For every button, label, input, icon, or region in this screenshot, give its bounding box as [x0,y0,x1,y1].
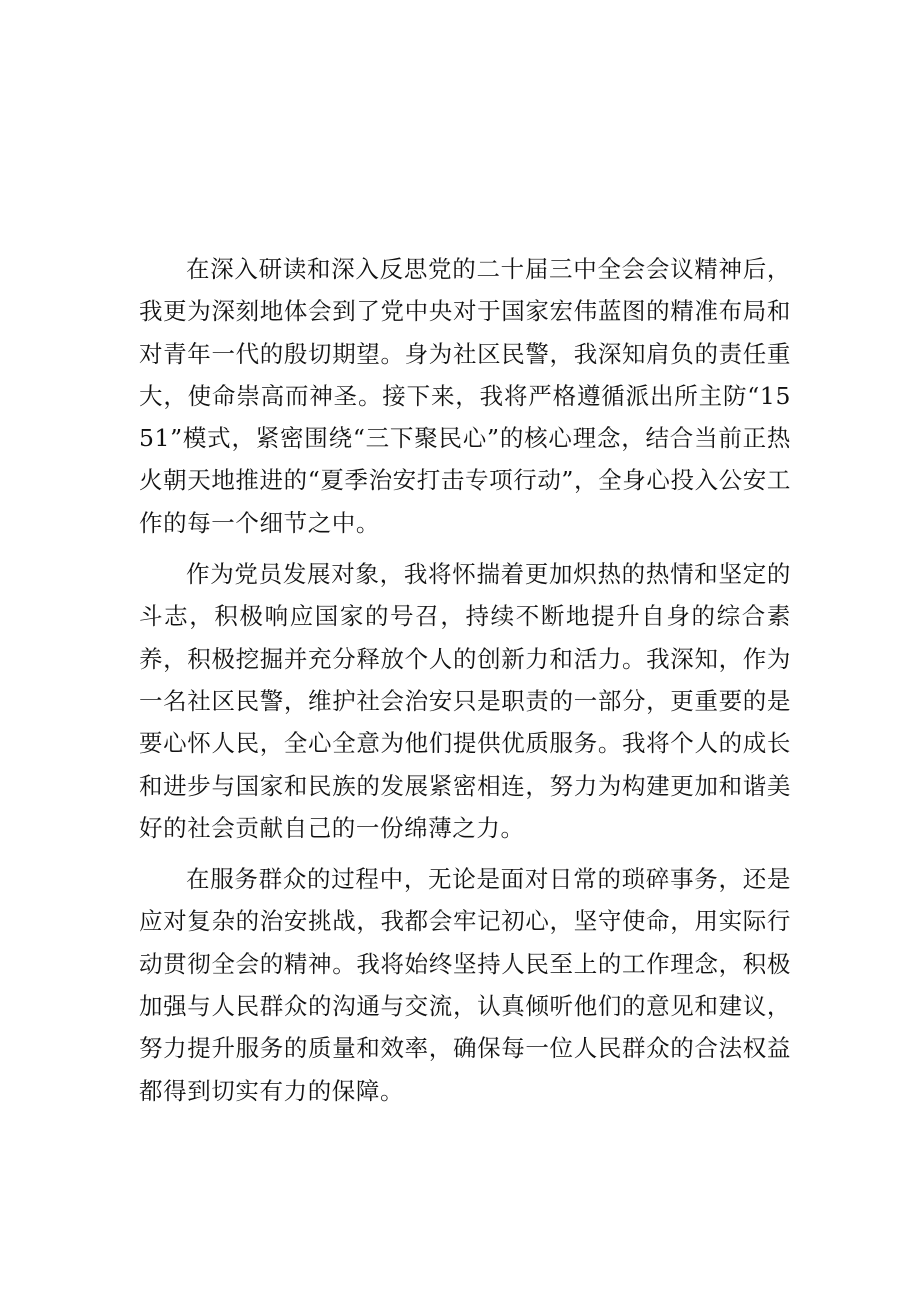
document-body [139,248,791,1121]
paragraph-3: 在服务群众的过程中，无论是面对日常的琐碎事务，还是应对复杂的治安挑战，我都会牢记初心，坚守使命，用实际行动贯彻全会的精神。我将始终坚持人民至上的工作理念，积极加强与人民群众的沟通与交流，认真倾听他们的意见和建议，努力提升服务的质量和效率，确保每一位人民群众的合法权益都得到切实有力的保障。 [139,865,791,1105]
paragraph-2: 作为党员发展对象，我将怀揣着更加炽热的热情和坚定的斗志，积极响应国家的号召，持续不断地提升自身的综合素养，积极挖掘并充分释放个人的创新力和活力。我深知，作为一名社区民警，维护社会治安只是职责的一部分，更重要的是要心怀人民，全心全意为他们提供优质服务。我将个人的成长和进步与国家和民族的发展紧密相连，努力为构建更加和谐美好的社会贡献自己的一份绵薄之力。 [139,560,791,842]
paragraph-1: 在深入研读和深入反思党的二十届三中全会会议精神后，我更为深刻地体会到了党中央对于国家宏伟蓝图的精准布局和对青年一代的殷切期望。身为社区民警，我深知肩负的责任重大，使命崇高而神圣。接下来，我将严格遵循派出所主防“1551”模式，紧密围绕“三下聚民心”的核心理念，结合当前正热火朝天地推进的“夏季治安打击专项行动”，全身心投入公安工作的每一个细节之中。 [139,255,791,537]
